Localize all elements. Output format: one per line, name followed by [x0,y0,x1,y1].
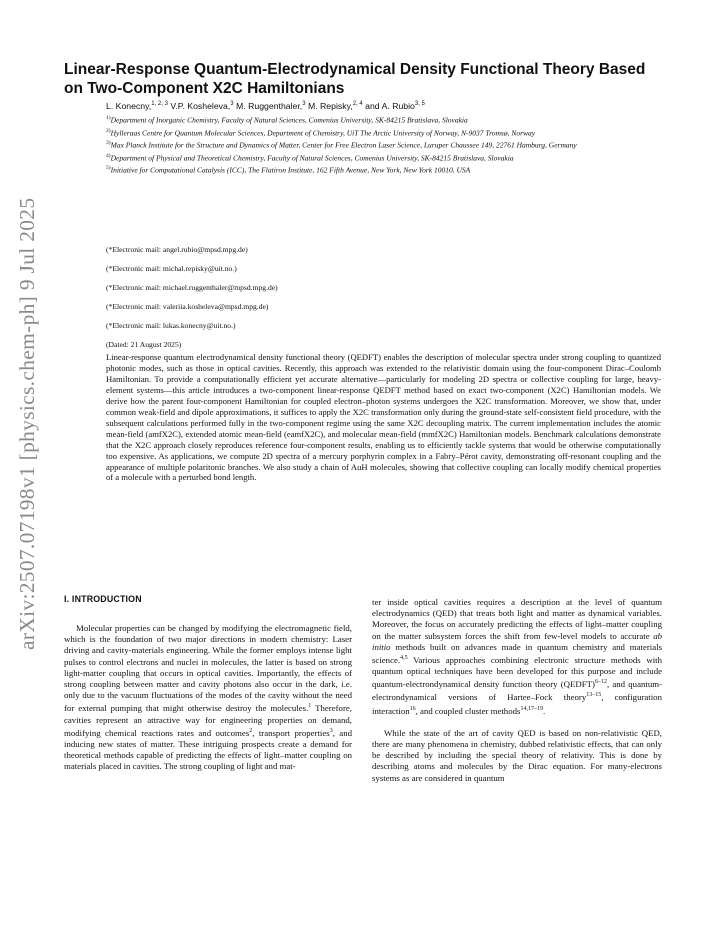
affiliation-entry [106,151,666,164]
affiliation-entry [106,113,666,126]
text-run: methods built on advances made in quantum chemistry and materials science. [372,641,662,665]
body-paragraph [64,623,352,772]
section-heading: I. INTRODUCTION [64,594,142,604]
text-run: ter inside optical cavities requires a description at the level of quantum electrodynamics (QED) that treats both light and matter as dynamical variables. Moreover, the focus on accurately predicting the effects of light–matter coupling on the matter subsystem forces the shift from few-level models to accurate [372,597,662,641]
body-column-left [64,623,352,772]
body-paragraph [372,728,662,784]
affiliation-entry [106,138,666,151]
email-line: (*Electronic mail: michael.ruggenthaler@mpsd.mpg.de) [106,283,278,292]
citation-superscript: 1 [308,703,312,710]
author-name: M. Repisky, [307,101,353,111]
email-line: (*Electronic mail: lukas.konecny@uit.no.) [106,321,236,330]
affiliation-number: 1) [106,115,111,121]
text-run: Molecular properties can be changed by modifying the electromagnetic field, which is the foundation of two major directions in modern chemistry: Laser driving and cavity-materials engineering. While the former employs intense light pulses to control electrons and nuclei in molecules, the latter is based on strong light-matter coupling that occurs in optical cavities. Importantly, the effects of strong coupling between matter and cavity photons also occur in the dark, i.e. only due to the vacuum fluctuations of the modes of the cavity without the need for external pumping that might otherwise destroy the molecules. [64,623,352,714]
citation-superscript: 2 [249,727,253,734]
citation-superscript: 13–15 [586,692,602,699]
citation-superscript: 16 [409,705,416,712]
email-line: (*Electronic mail: michal.repisky@uit.no.) [106,264,237,273]
affiliation-text: Initiative for Computational Catalysis (ICC), The Flatiron Institute, 162 Fifth Avenue, New York, New York 10010, USA [110,165,471,175]
author-affiliation-marker: 1, 2, 3 [151,101,168,108]
text-run: . [542,705,546,716]
date-line: (Dated: 21 August 2025) [106,340,182,349]
affiliation-number: 5) [106,165,111,171]
text-run: , and quantum-electrondynamical versions of Hartee–Fock theory [372,679,662,703]
author-name: L. Konecny, [106,101,152,111]
paper-title: Linear-Response Quantum-Electrodynamical Density Functional Theory Based on Two-Component X2C Hamiltonians [64,61,646,97]
citation-superscript: 3 [329,727,333,734]
text-run: While the state of the art of cavity QED is based on non-relativistic QED, there are many phenomena in chemistry, dubbed relativistic effects, that can only be described by including the special theory of relativity. This is done by describing atoms and molecules by the Dirac equation. For many-electrons systems as are considered in quantum [372,727,662,783]
affiliation-number: 4) [106,152,111,159]
affiliation-number: 3) [106,140,111,146]
affiliation-text: Department of Physical and Theoretical Chemistry, Faculty of Natural Sciences, Comenius University, SK-84215 Bratislava, Slovakia [110,153,514,162]
author-affiliation-marker: 2, 4 [352,101,363,108]
affiliation-text: Hylleraas Centre for Quantum Molecular Sciences, Department of Chemistry, UiT The Arctic University of Norway, N-9037 Tromsø, Norway [110,128,536,137]
affiliation-number: 2) [106,127,111,134]
author-name: V.P. Kosheleva, [170,101,231,111]
email-list [106,245,278,359]
italic-text: ab initio [372,630,662,652]
text-run: , and inducing new states of matter. These intriguing prospects create a demand for theoretical methods capable of predicting the effects of light–matter coupling on materials placed in cavities. The strong coupling of light and mat- [64,727,352,772]
affiliation-text: Max Planck Institute for the Structure and Dynamics of Matter, Center for Free Electron Laser Science, Luruper Chaussee 149, 22761 Hamburg, Germany [110,140,577,150]
email-line: (*Electronic mail: valeriia.kosheleva@mpsd.mpg.de) [106,302,269,311]
arxiv-identifier-stamp: arXiv:2507.07198v1 [physics.chem-ph] 9 Jul 2025 [15,197,39,650]
author-list [106,101,425,111]
author-name: M. Ruggenthaler, [236,101,303,111]
citation-superscript: 6–12 [594,679,607,686]
author-affiliation-marker: 3, 5 [414,101,425,108]
citation-superscript: 4,5 [400,655,408,662]
body-paragraph [372,597,662,717]
affiliation-text: Department of Inorganic Chemistry, Faculty of Natural Sciences, Comenius University, SK-84215 Bratislava, Slovakia [110,115,468,125]
affiliation-list [106,113,666,176]
text-run: , and coupled cluster methods [415,705,521,716]
affiliation-entry [106,163,666,176]
text-run: Therefore, cavities represent an attractive way for engineering properties on demand, modifying chemical reactions rates and outcomes [64,703,352,738]
citation-superscript: 14,17–19 [520,705,543,712]
affiliation-entry [106,126,666,139]
author-affiliation-marker: 3 [302,101,306,108]
author-affiliation-marker: 3 [230,101,234,108]
text-run: , transport properties [252,727,330,738]
email-line: (*Electronic mail: angel.rubio@mpsd.mpg.de) [106,245,248,254]
text-run: , configuration interaction [372,692,662,716]
abstract: Linear-response quantum electrodynamical density functional theory (QEDFT) enables the description of molecular spectra under strong coupling to quantized photonic modes, such as those in optical cavities. Recently, this approach was extended to the relativistic domain using the four-component Dirac–Coulomb Hamiltonian. To provide a computationally efficient yet accurate alternative—particularly for modeling 2D spectra or collective coupling for large, heavy-element systems—this article introduces a two-component linear-response QEDFT method based on exact two-component (X2C) Hamiltonian models. We derive how the parent four-component Hamiltonian for coupled electron–photon systems undergoes the X2C transformation. Moreover, we show that, under common weak-field and dipole approximations, it suffices to apply the X2C transformation only during the ground-state self-consistent field procedure, with the subsequent calculations performed fully in the two-component regime using the same X2C decoupling matrix. The current implementation includes the atomic mean-field (amfX2C), extended atomic mean-field (eamfX2C), and molecular mean-field (mmfX2C) Hamiltonian models. Benchmark calculations demonstrate that the X2C approach closely reproduces reference four-component results, enabling us to efficiently tackle systems that would be otherwise computationally too expensive. As applications, we compute 2D spectra of a mercury porphyrin complex in a Fabry–Pérot cavity, demonstrating off-resonant coupling and the appearance of multiple polaritonic branches. We also study a chain of AuH molecules, showing that collective coupling can locally modify chemical properties of a molecule with a perturbed bond length. [106,352,661,483]
text-run: Various approaches combining electronic structure methods with quantum optical techniques have been developed for this purpose and include quantum-electrondynamical density function theory (QEDFT) [372,654,662,690]
body-column-right [372,597,662,784]
author-name: and A. Rubio [365,101,415,111]
